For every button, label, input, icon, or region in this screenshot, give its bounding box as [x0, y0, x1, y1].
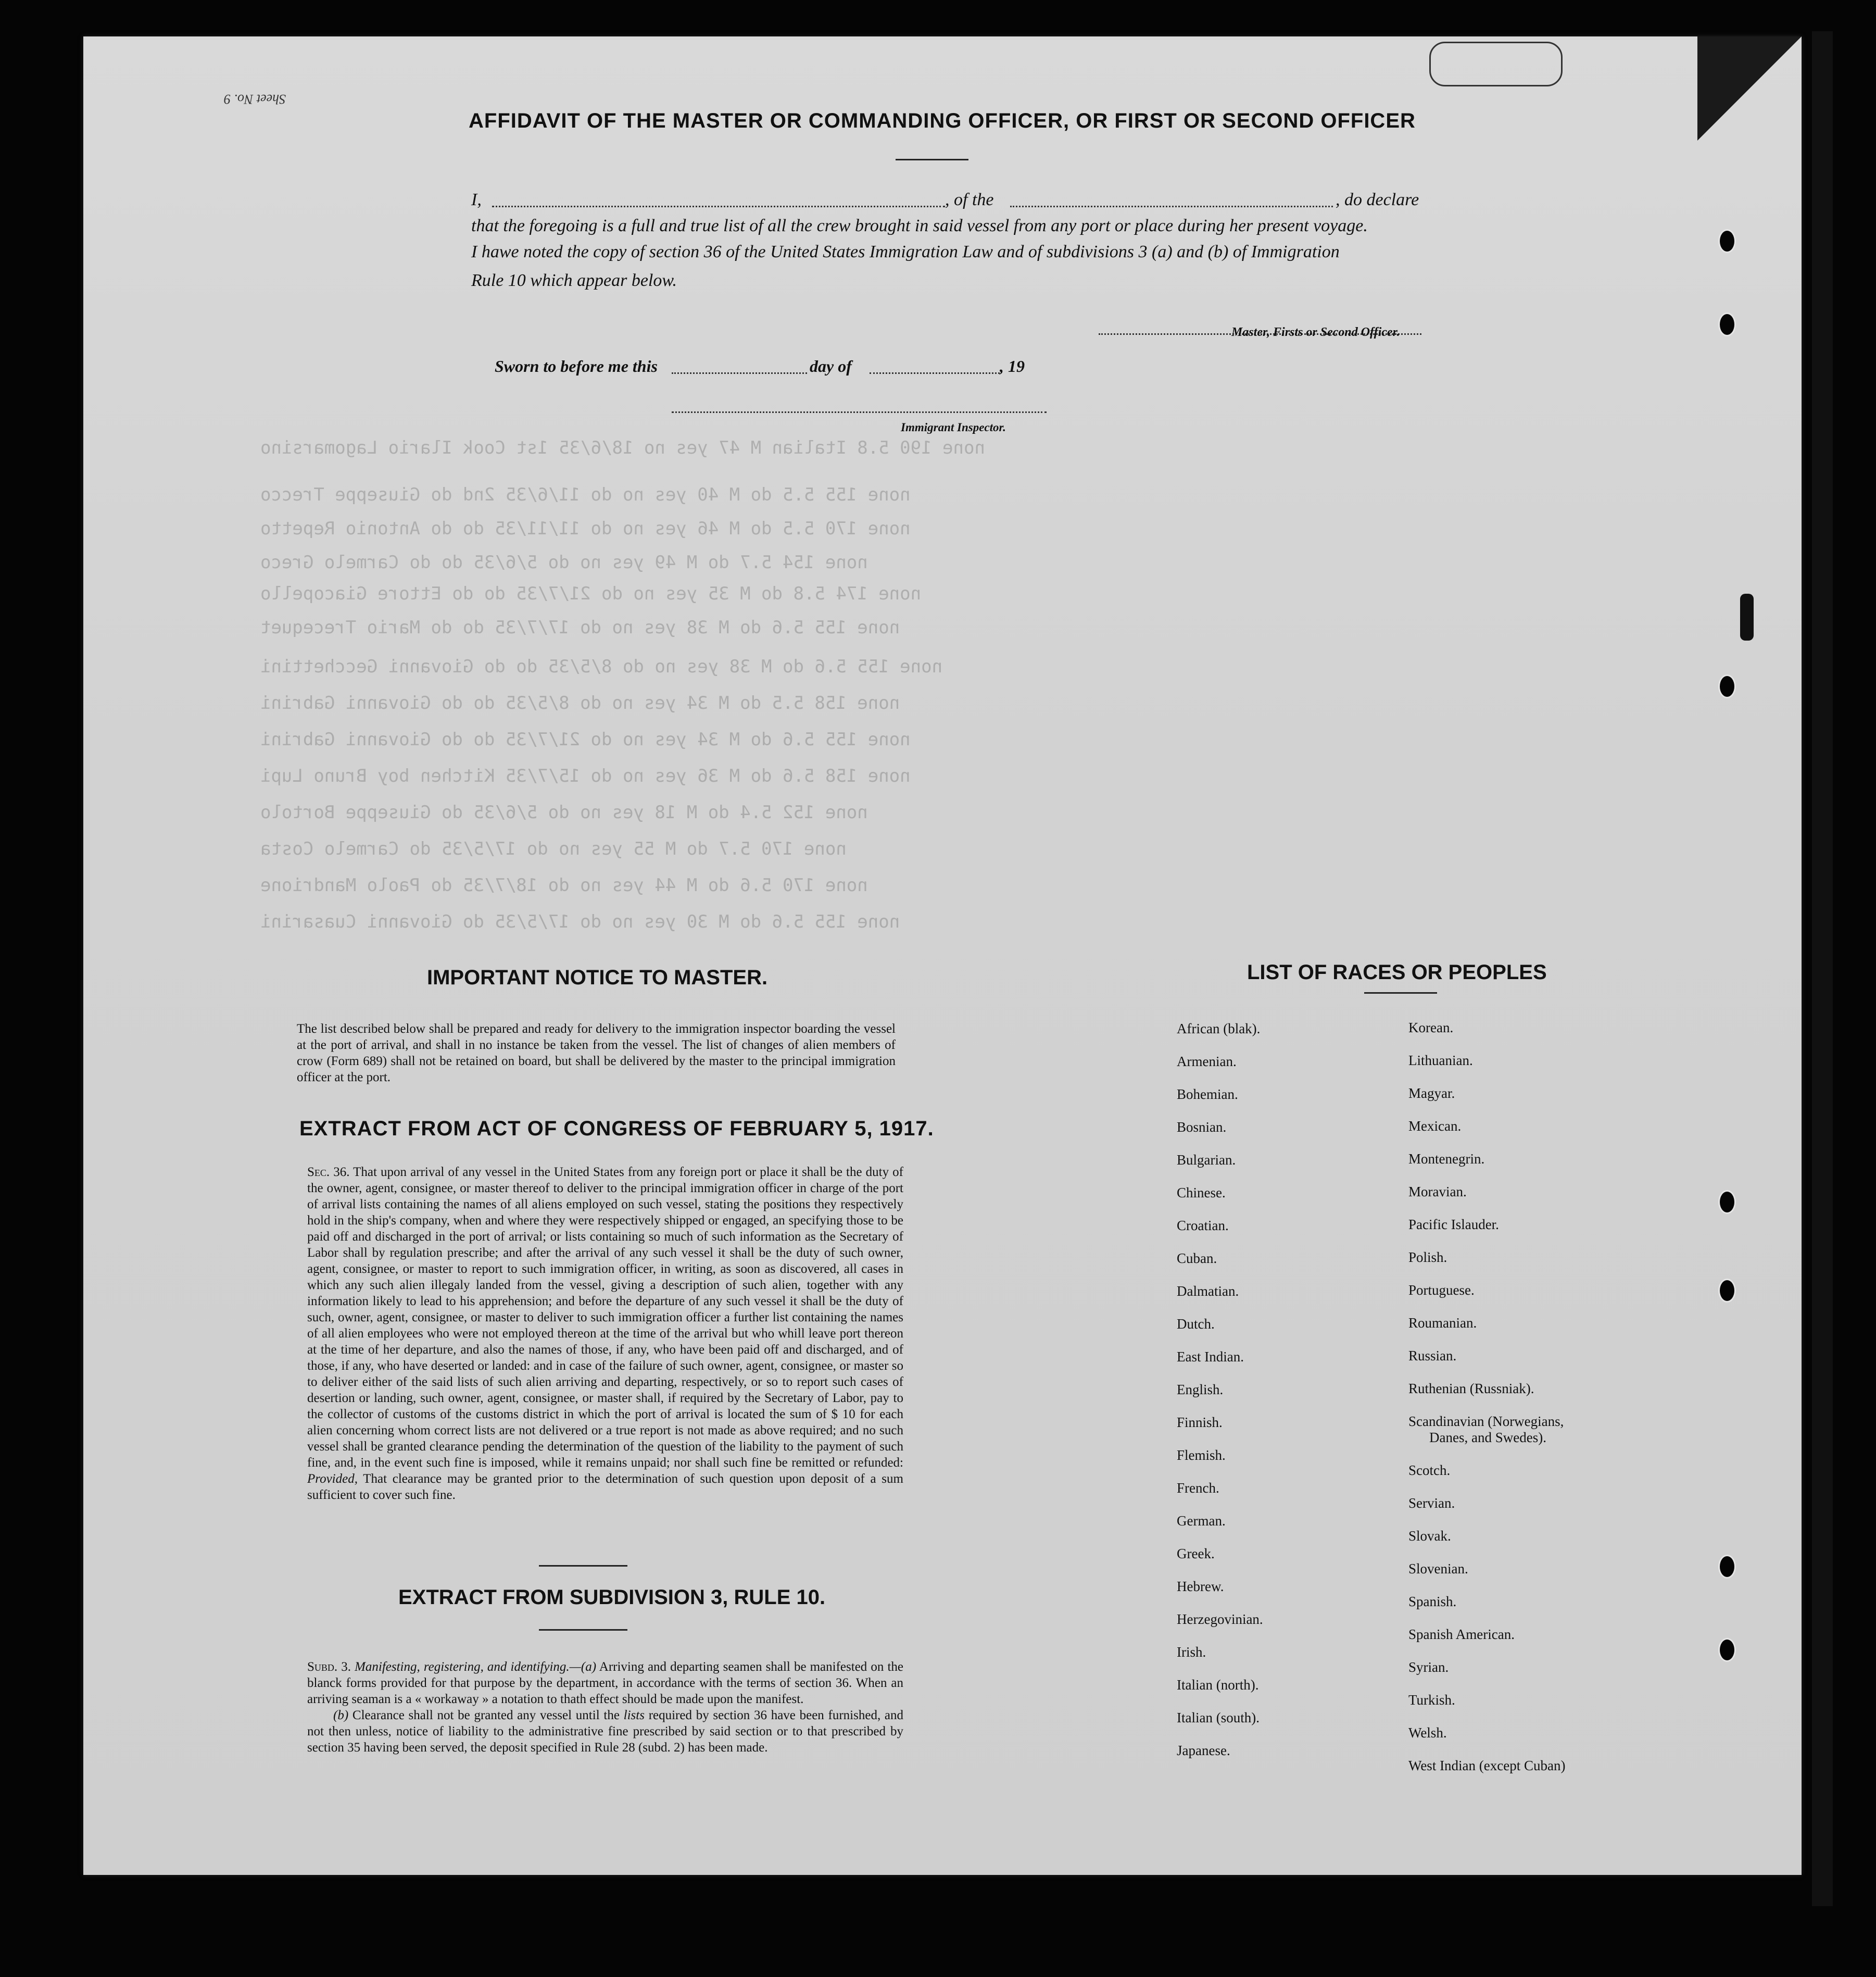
sworn-month-field[interactable]	[870, 372, 1000, 374]
affidavit-title: AFFIDAVIT OF THE MASTER OR COMMANDING OFFICER, OR FIRST OR SECOND OFFICER	[469, 109, 1416, 132]
race-item: Herzegovinian.	[1177, 1611, 1263, 1627]
race-item: Hebrew.	[1177, 1579, 1224, 1594]
race-item: Polish.	[1408, 1249, 1447, 1265]
race-item: French.	[1177, 1480, 1219, 1496]
sworn-day-field[interactable]	[672, 372, 807, 374]
bleed-through-row: none 170 5.6 do M 44 yes no do 18/7/35 do Paolo Mandrione	[260, 875, 868, 896]
year-label: , 19	[1000, 357, 1025, 376]
bleed-through-row: none 170 5.5 do M 46 yes no do 11/11/35 do do Antonio Repetto	[260, 518, 911, 539]
race-item: English.	[1177, 1382, 1224, 1397]
section-label: Sec. 36.	[307, 1165, 350, 1179]
extract-body	[307, 1164, 903, 1503]
punch-hole	[1718, 1190, 1736, 1214]
sworn-label: Sworn to before me this	[495, 357, 658, 376]
race-item: Slovenian.	[1408, 1561, 1468, 1576]
subdivision-body	[307, 1659, 903, 1756]
ink-blot	[1740, 594, 1754, 641]
race-item: Montenegrin.	[1408, 1151, 1485, 1167]
race-item: Italian (north).	[1177, 1677, 1259, 1693]
notice-body: The list described below shall be prepared and ready for delivery to the immigration inspector boarding the vessel at the port of arrival, and shall in no instance be taken from the vessel. The list of changes of alien members of crow (Form 689) shall not be retained on board, but shall be delivered by the master to the principal immigration officer at the port.	[297, 1022, 896, 1084]
race-item: German.	[1177, 1513, 1226, 1529]
race-item: Welsh.	[1408, 1725, 1447, 1741]
race-item: Spanish American.	[1408, 1626, 1515, 1642]
race-item: Lithuanian.	[1408, 1053, 1473, 1068]
punch-hole	[1718, 1638, 1736, 1662]
bleed-through-row: none 155 5.6 do M 38 yes no do 8/5/35 do do Giovanni Gecchettini	[260, 656, 943, 677]
name-field[interactable]	[492, 206, 945, 207]
race-item: African (blak).	[1177, 1021, 1261, 1036]
subdivision-title: EXTRACT FROM SUBDIVISION 3, RULE 10.	[398, 1586, 826, 1609]
bleed-through-row: none 154 5.7 do M 49 yes no do 5/6/35 do do Carmelo Greco	[260, 552, 868, 573]
race-item: Bohemian.	[1177, 1086, 1238, 1102]
races-title: LIST OF RACES OR PEOPLES	[1247, 961, 1547, 984]
race-item: Turkish.	[1408, 1692, 1455, 1708]
race-item: Dalmatian.	[1177, 1283, 1239, 1299]
race-item: Korean.	[1408, 1020, 1454, 1035]
punch-hole	[1718, 312, 1736, 336]
notice-title: IMPORTANT NOTICE TO MASTER.	[427, 966, 768, 989]
race-item: East Indian.	[1177, 1349, 1244, 1365]
provided-label: Provided,	[307, 1472, 358, 1486]
master-label: Master, Firsts or Second Officer.	[1231, 326, 1400, 339]
bleed-through-row: none 158 5.6 do M 36 yes no do 15/7/35 Kitchen boy Bruno Lupi	[260, 766, 911, 786]
race-item: Greek.	[1177, 1546, 1215, 1561]
bleed-through-row: none 155 5.5 do M 40 yes no do 11/6/35 2nd do Giuseppe Trecco	[260, 484, 911, 505]
race-item: Syrian.	[1408, 1659, 1449, 1675]
race-item: Chinese.	[1177, 1185, 1226, 1200]
declaration-line-2: that the foregoing is a full and true list of all the crew brought in said vessel from any port or place during her present voyage.	[471, 216, 1368, 235]
race-item: Croatian.	[1177, 1218, 1229, 1233]
section-text: That upon arrival of any vessel in the United States from any foreign port or place it shall be the duty of the owner, agent, consignee, or master thereof to deliver to the principal immigration officer in charge of the port of arrival lists containing the names of all aliens employed on such vessel, stating the positions they respectively hold in the ship's company, when and where they were respectively shipped or engaged, an specifying those to be paid off and discharged in the port of arrival; or lists containing so much of such information as the Secretary of Labor shall by regulation prescribe; and after the arrival of any such vessel it shall be the duty of such owner, agent, consignee, or master to report to such immigration officer, in writing, as soon as discovered, all cases in which any such alien illegaly landed from the vessel, giving a description of such alien, together with any information likely to lead to his apprehension; and before the departure of any such vessel it shall be the duty of such, owner, agent, consignee, or master to deliver to such immigration officer a further list containing the names of all alien employees who were not employed thereon at the time of the arrival but who whill leave port thereon at the time of her departure, and also the names of those, if any, who have been paid off and discharged, and of those, if any, who have deserted or landed: and in case of the failure of such owner, agent, consignee, or master so to deliver either of the said lists of such alien arriving and departing, respectively, or so to report such cases of desertion or landing, such owner, agent, consignee, or master shall, if required by the Secretary of Labor, pay to the collector of customs of the customs district in which the port of arrival is located the sum of $ 10 for each alien concerning whom correct lists are not delivered or a true report is not made as above required; and no such vessel shall be granted clearance pending the determination of the question of the liability to the payment of such fine, and, in the event such fine is imposed, while it remains unpaid; nor shall such fine be remitted or refunded:	[307, 1165, 903, 1470]
race-item: Servian.	[1408, 1495, 1455, 1511]
bleed-through-row: none 158 5.5 do M 34 yes no do 8/5/35 do do Giovanni Gabrini	[260, 693, 900, 714]
sheet-number-note: Sheet No. 9	[224, 92, 286, 107]
race-item: Portuguese.	[1408, 1282, 1475, 1298]
section-text-end: That clearance may be granted prior to the determination of such question upon deposit of a sum sufficient to cover such fine.	[307, 1472, 903, 1502]
declaration-of-the: , of the	[945, 190, 994, 209]
race-item: Scandinavian (Norwegians,	[1408, 1413, 1564, 1429]
race-item: Danes, and Swedes).	[1429, 1430, 1546, 1445]
scan-edge	[1812, 31, 1833, 1906]
race-item: Ruthenian (Russniak).	[1408, 1381, 1534, 1396]
inspector-signature-field[interactable]	[672, 411, 1047, 413]
declaration-i: I,	[471, 190, 482, 209]
folded-corner	[1697, 36, 1802, 141]
race-item: Bosnian.	[1177, 1119, 1227, 1135]
race-item: Spanish.	[1408, 1594, 1457, 1609]
race-item: Moravian.	[1408, 1184, 1467, 1199]
bleed-through-row: none 155 5.6 do M 38 yes no do 17/7/35 do do Mario Trecequet	[260, 617, 900, 638]
race-item: Bulgarian.	[1177, 1152, 1236, 1168]
race-item: Japanese.	[1177, 1743, 1230, 1758]
declaration-line-4: Rule 10 which appear below.	[471, 271, 677, 290]
race-item: Armenian.	[1177, 1054, 1237, 1069]
bleed-through-row: none 174 5.8 do M 35 yes no do 21/7/35 do do Ettore Giacopello	[260, 583, 922, 604]
day-of-label: day of	[810, 357, 852, 376]
race-item: Irish.	[1177, 1644, 1206, 1660]
race-item: Slovak.	[1408, 1528, 1451, 1544]
punch-hole	[1718, 1279, 1736, 1303]
inspector-label: Immigrant Inspector.	[901, 421, 1006, 434]
subd-heading: Manifesting, registering, and identifying.—(a)	[355, 1660, 597, 1674]
race-item: Finnish.	[1177, 1415, 1223, 1430]
bleed-through-row: none 152 5.4 do M 18 yes no do 5/6/35 do Giuseppe Bortolo	[260, 802, 868, 823]
subdivision-underline	[539, 1629, 627, 1631]
declaration-line-3: I hawe noted the copy of section 36 of the United States Immigration Law and of subdivisions 3 (a) and (b) of Immigration	[471, 242, 1340, 261]
race-item: Italian (south).	[1177, 1710, 1260, 1725]
race-item: West Indian (except Cuban)	[1408, 1758, 1566, 1773]
subd-para-b: Clearance shall not be granted any vessel until the	[352, 1708, 620, 1722]
subd-para-b-rest: required by section 36 have been furnished, and not then unless, notice of liability to the administrative fine prescribed by said section or to that prescribed by section 35 having been served, the deposit specified in Rule 28 (subd. 2) has been made.	[307, 1708, 904, 1755]
declaration-declare: , do declare	[1336, 190, 1419, 209]
race-item: Scotch.	[1408, 1462, 1451, 1478]
punch-hole	[1718, 229, 1736, 253]
subd-b-label: (b)	[333, 1708, 349, 1722]
race-item: Roumanian.	[1408, 1315, 1477, 1331]
section-divider	[539, 1565, 627, 1567]
race-item: Magyar.	[1408, 1085, 1455, 1101]
subd-lists: lists	[623, 1708, 645, 1722]
race-item: Flemish.	[1177, 1447, 1226, 1463]
subd-para-a: Arriving and departing seamen shall be manifested on the blanck forms provided for that purpose by the department, in accordance with the terms of section 36. When an arriving seaman is a « workaway » a notation to thath effect should be made upon the manifest.	[307, 1660, 903, 1706]
extract-title: EXTRACT FROM ACT OF CONGRESS OF FEBRUARY 5, 1917.	[299, 1117, 934, 1140]
race-item: Cuban.	[1177, 1250, 1217, 1266]
vessel-field[interactable]	[1010, 206, 1333, 207]
punch-hole	[1718, 674, 1736, 698]
race-item: Dutch.	[1177, 1316, 1215, 1332]
title-underline	[896, 159, 968, 160]
bleed-through-row: none 170 5.7 do M 55 yes no do 17/5/35 do Carmelo Costa	[260, 839, 847, 859]
bleed-through-row: none 155 5.6 do M 34 yes no do 21/7/35 do do Giovanni Gabrini	[260, 729, 911, 750]
punch-hole	[1718, 1555, 1736, 1579]
document-page	[83, 36, 1802, 1875]
subd-label: Subd. 3.	[307, 1660, 351, 1674]
stamp-mark	[1429, 42, 1563, 86]
bleed-through-row: none 190 5.8 Italian M 47 yes no 18/6/35 1st Cook Ilario Lagomarsino	[260, 437, 985, 458]
race-item: Pacific Islauder.	[1408, 1217, 1499, 1232]
race-item: Mexican.	[1408, 1118, 1462, 1134]
race-item: Russian.	[1408, 1348, 1457, 1363]
bleed-through-row: none 155 5.6 do M 30 yes no do 17/5/35 do Giovanni Cuasarini	[260, 911, 900, 932]
races-underline	[1364, 992, 1437, 994]
